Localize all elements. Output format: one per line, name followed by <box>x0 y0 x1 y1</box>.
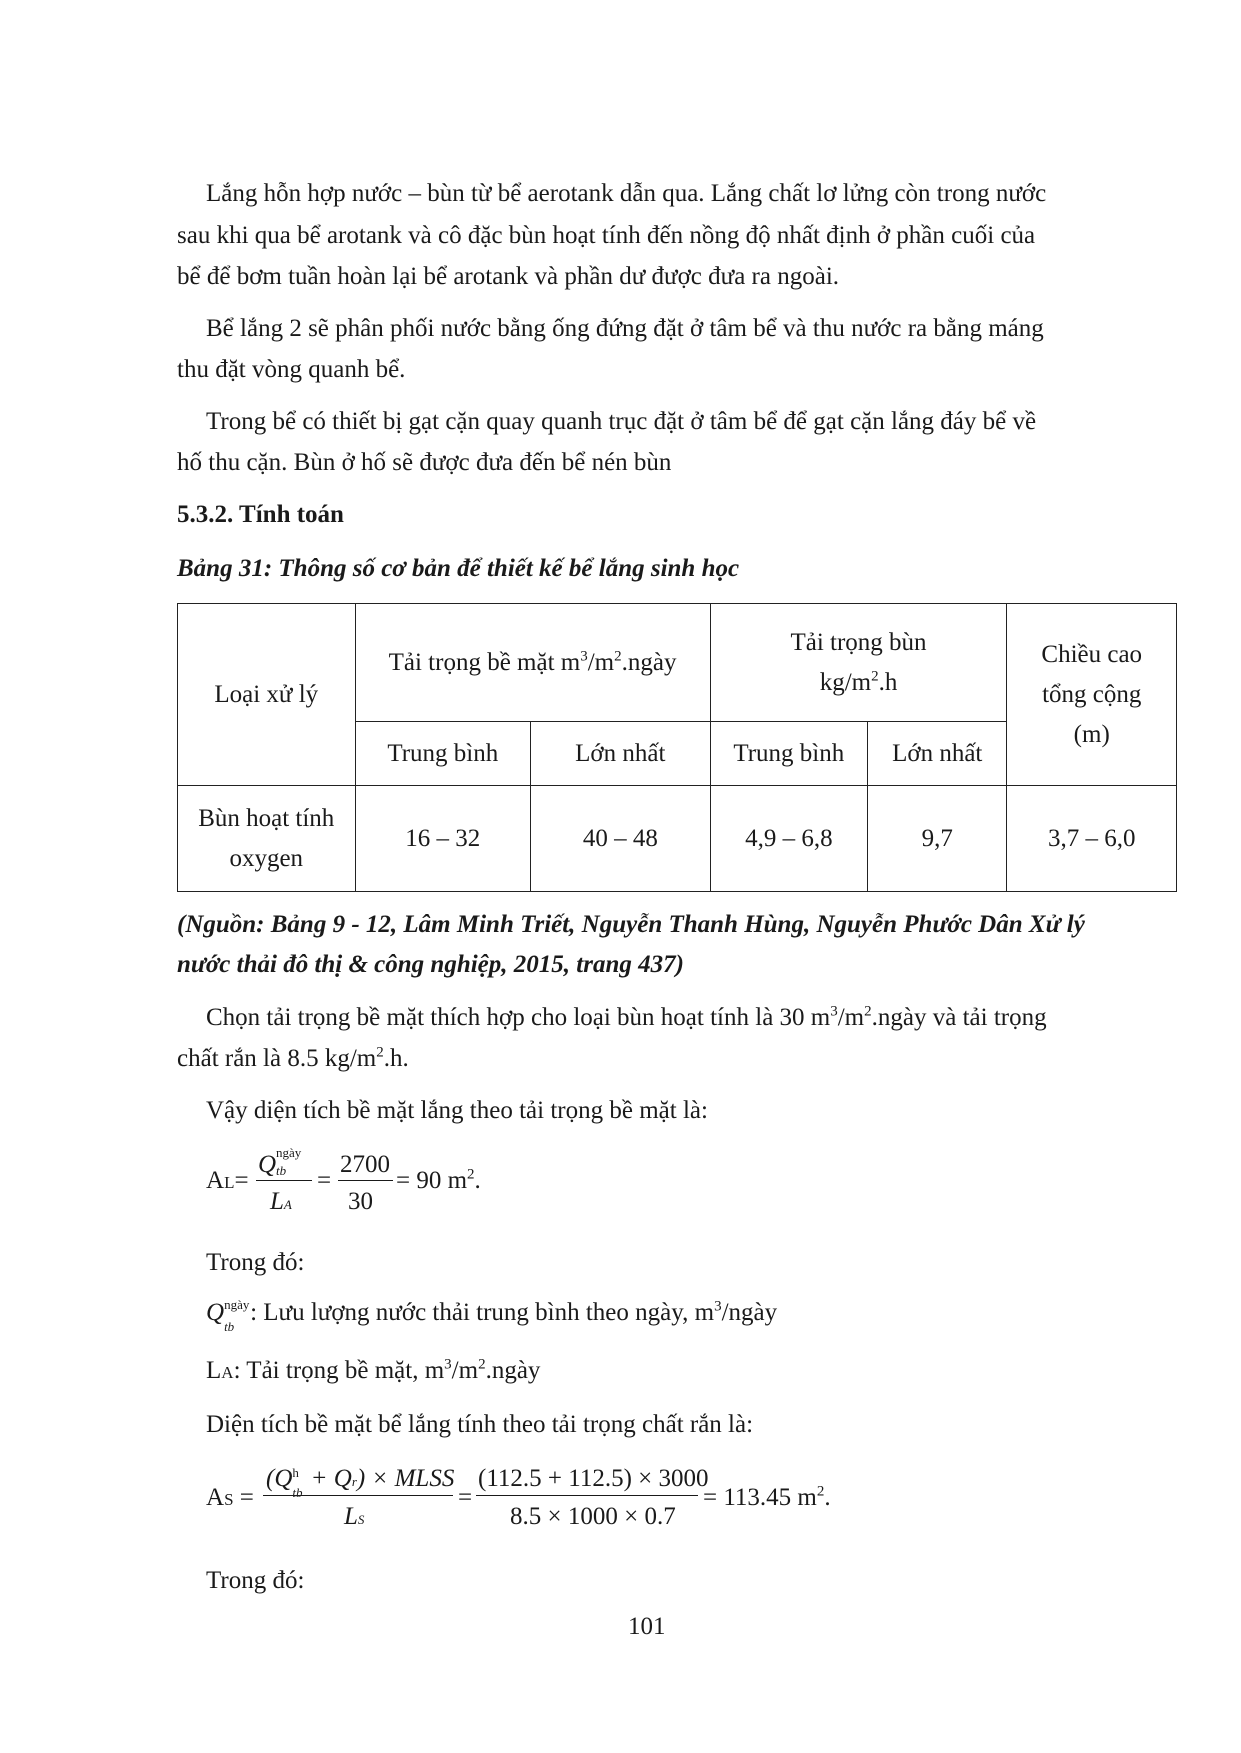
section-heading: 5.3.2. Tính toán <box>177 501 344 528</box>
cell-sludge-max: 9,7 <box>868 786 1007 892</box>
cell-treatment-type: Bùn hoạt tính oxygen <box>178 786 356 892</box>
formula-al-fraction-bar <box>256 1180 312 1181</box>
design-parameters-table <box>177 603 1177 892</box>
paragraph-3-line-2: hố thu cặn. Bùn ở hố sẽ được đưa đến bể nén bùn <box>177 449 672 476</box>
paragraph-5: Vậy diện tích bề mặt lắng theo tải trọng bề mặt là: <box>206 1097 708 1124</box>
formula-al-numerator: Q ngày tb <box>258 1145 302 1178</box>
table-source-line-1: (Nguồn: Bảng 9 - 12, Lâm Minh Triết, Nguyễn Thanh Hùng, Nguyễn Phước Dân Xử lý <box>177 911 1085 938</box>
where-label-2: Trong đó: <box>206 1567 305 1594</box>
paragraph-4-line-1: Chọn tải trọng bề mặt thích hợp cho loại bùn hoạt tính là 30 $m^3/m^2.ngày$ và tải trọng <box>206 1003 1047 1031</box>
paragraph-1-line-3: bể để bơm tuần hoàn lại bể arotank và phần dư được đưa ra ngoài. <box>177 263 840 290</box>
cell-surface-avg: 16 – 32 <box>355 786 531 892</box>
formula-al-denominator: LA <box>270 1188 292 1215</box>
header-surface-load: Tải trọng bề mặt $m^3/m^2.ngày$ <box>355 604 710 722</box>
header-treatment-type: Loại xử lý <box>178 604 356 786</box>
formula-as-lhs: AS = <box>206 1484 254 1511</box>
cell-sludge-avg: 4,9 – 6,8 <box>710 786 867 892</box>
paragraph-6: Diện tích bề mặt bể lắng tính theo tải trọng chất rắn là: <box>206 1411 754 1438</box>
formula-al-eq2: = <box>317 1167 332 1194</box>
where-label-1: Trong đó: <box>206 1249 305 1276</box>
subheader-surface-avg: Trung bình <box>355 722 531 786</box>
formula-al-lhs: AL= <box>206 1167 249 1194</box>
formula-al-value-numerator: 2700 <box>340 1151 390 1178</box>
formula-as-eq2: = <box>458 1484 473 1511</box>
formula-as-denominator: LS <box>344 1503 365 1530</box>
table-source-line-2: nước thải đô thị & công nghiệp, 2015, trang 437) <box>177 951 684 978</box>
formula-al-result: = 90 $m^2$. <box>396 1166 481 1194</box>
cell-total-height: 3,7 – 6,0 <box>1007 786 1177 892</box>
formula-as-value-denominator: 8.5 × 1000 × 0.7 <box>510 1503 676 1530</box>
page-number: 101 <box>628 1613 666 1640</box>
subheader-sludge-max: Lớn nhất <box>868 722 1007 786</box>
definition-la: LA: Tải trọng bề mặt, $m^3/m^2.ngày$ <box>206 1356 541 1384</box>
formula-al-value-bar <box>338 1180 393 1181</box>
paragraph-1-line-2: sau khi qua bể arotank và cô đặc bùn hoạt tính đến nồng độ nhất định ở phần cuối của <box>177 222 1036 249</box>
formula-as-result: = 113.45 $m^2$. <box>703 1483 831 1511</box>
formula-as-value-bar <box>476 1495 698 1496</box>
subheader-sludge-avg: Trung bình <box>710 722 867 786</box>
formula-as-fraction-bar <box>263 1495 453 1496</box>
formula-as-value-numerator: (112.5 + 112.5) × 3000 <box>478 1465 709 1492</box>
paragraph-2-line-1: Bể lắng 2 sẽ phân phối nước bằng ống đứng đặt ở tâm bể và thu nước ra bằng máng <box>206 315 1044 342</box>
definition-q: Q ngày tb : Lưu lượng nước thải trung bình theo ngày, $m^3$/ngày <box>206 1297 778 1334</box>
formula-al-value-denominator: 30 <box>348 1188 373 1215</box>
cell-surface-max: 40 – 48 <box>531 786 711 892</box>
subheader-surface-max: Lớn nhất <box>531 722 711 786</box>
paragraph-2-line-2: thu đặt vòng quanh bể. <box>177 356 406 383</box>
header-sludge-load: Tải trọng bùn $kg/m^2.h$ <box>710 604 1007 722</box>
paragraph-4-line-2: chất rắn là 8.5 $kg/m^2.h$. <box>177 1044 409 1072</box>
paragraph-3-line-1: Trong bể có thiết bị gạt cặn quay quanh trục đặt ở tâm bể để gạt cặn lắng đáy bể về <box>206 408 1037 435</box>
table-caption: Bảng 31: Thông số cơ bản để thiết kế bể lắng sinh học <box>177 555 740 582</box>
paragraph-1-line-1: Lắng hỗn hợp nước – bùn từ bể aerotank dẫn qua. Lắng chất lơ lửng còn trong nước <box>206 180 1047 207</box>
formula-as-numerator: (Q h tb + Qr) × MLSS <box>266 1465 455 1500</box>
header-total-height: Chiều cao tổng cộng (m) <box>1007 604 1177 786</box>
